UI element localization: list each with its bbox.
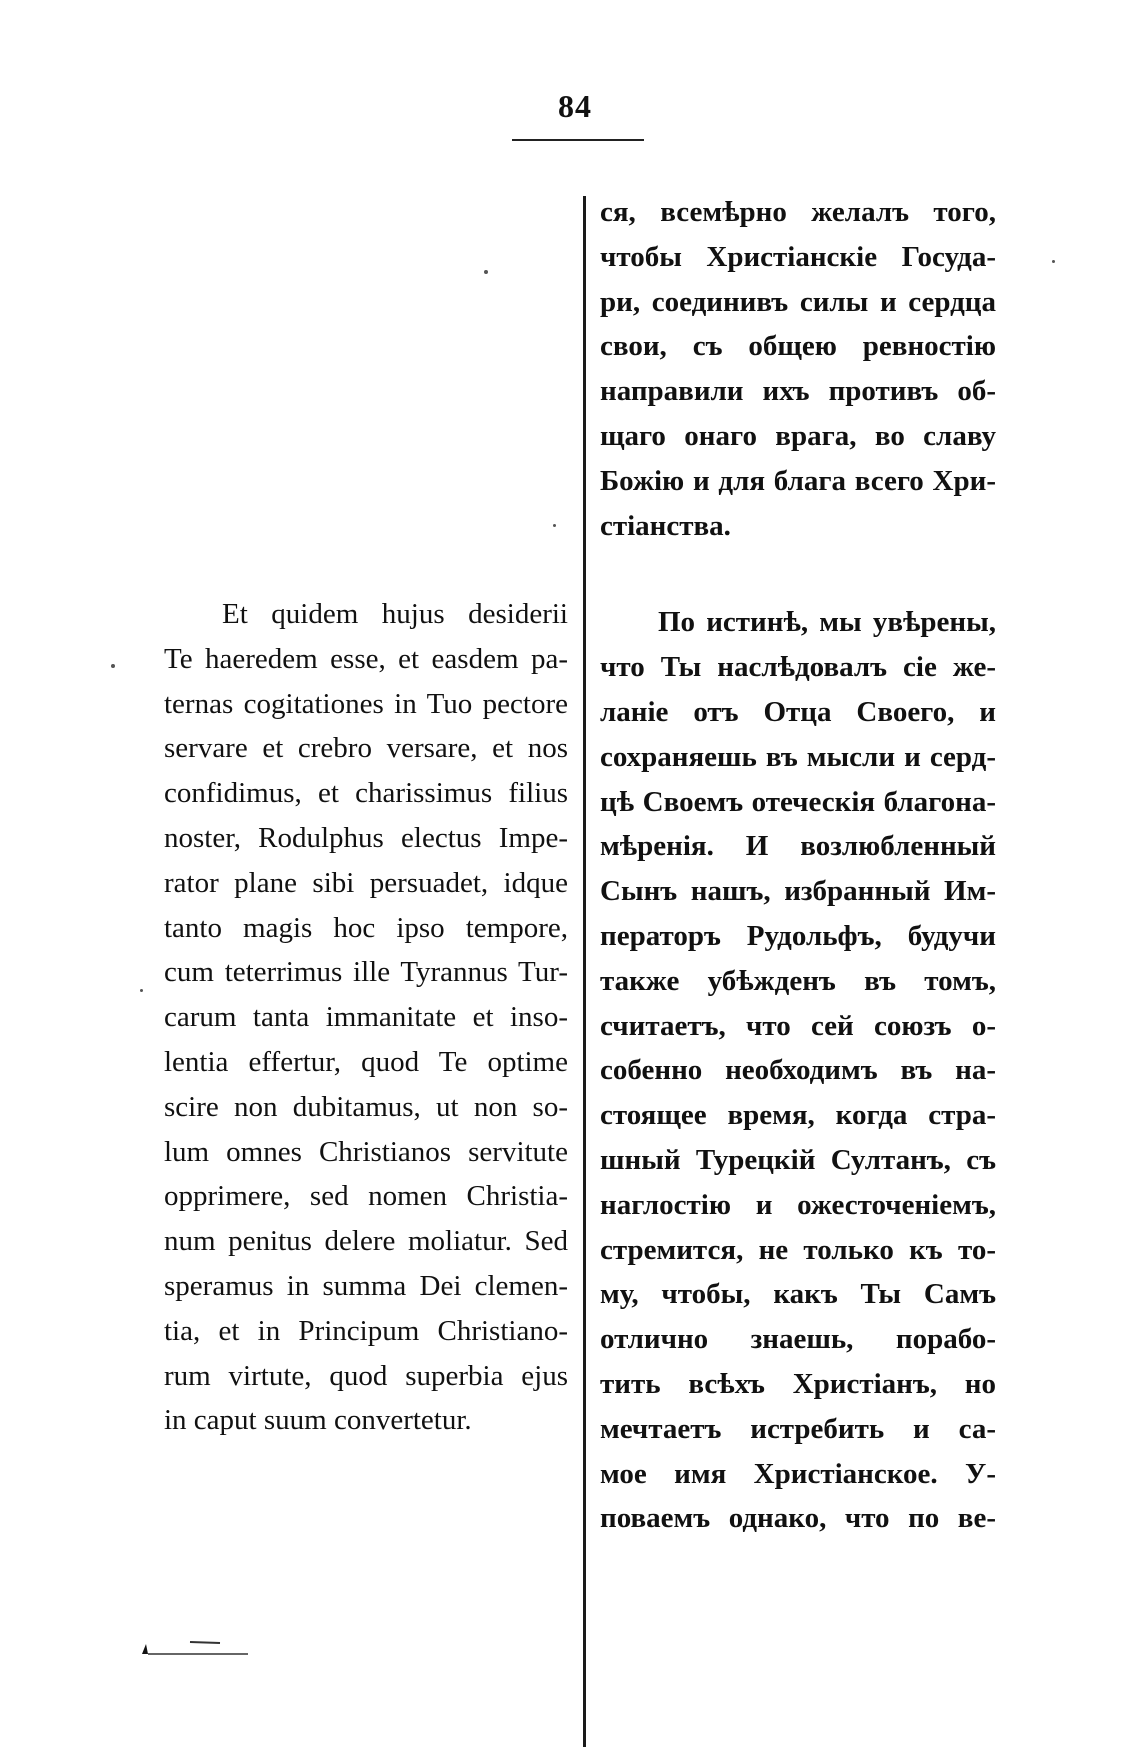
russian-line: Сынъ нашъ, избранный Им- xyxy=(600,875,996,908)
russian-line: стіанства. xyxy=(600,509,731,542)
latin-line: lum omnes Christianos servitute xyxy=(164,1135,568,1168)
russian-line: наглостію и ожесточеніемъ, xyxy=(600,1188,996,1221)
russian-line: свои, съ общею ревностію xyxy=(600,330,996,363)
latin-line: tia, et in Principum Christiano- xyxy=(164,1314,568,1347)
russian-line: му, чтобы, какъ Ты Самъ xyxy=(600,1278,996,1311)
printer-mark xyxy=(140,1640,250,1656)
russian-line: также убѣжденъ въ томъ, xyxy=(600,964,996,997)
russian-line: сохраняешь въ мысли и серд- xyxy=(600,740,996,773)
latin-line: cum teterrimus ille Tyrannus Tur- xyxy=(164,956,568,989)
russian-line: направили ихъ противъ об- xyxy=(600,375,996,408)
russian-line: ся, всемѣрно желалъ того, xyxy=(600,196,996,228)
russian-line: тить всѣхъ Христіанъ, но xyxy=(600,1367,996,1400)
russian-line: ланіе отъ Отца Своего, и xyxy=(600,695,996,728)
latin-line: tanto magis hoc ipso tempore, xyxy=(164,911,568,944)
russian-column xyxy=(600,190,996,1541)
russian-line: щаго онаго врага, во славу xyxy=(600,419,996,452)
latin-line: rum virtute, quod superbia ejus xyxy=(164,1359,568,1392)
latin-line: in caput suum convertetur. xyxy=(164,1404,472,1437)
russian-line: мое имя Христіанское. У- xyxy=(600,1457,996,1490)
latin-line: noster, Rodulphus electus Impe- xyxy=(164,821,568,854)
russian-line: собенно необходимъ въ на- xyxy=(600,1054,996,1087)
latin-line: confidimus, et charissimus filius xyxy=(164,777,568,810)
latin-line: Te haeredem esse, et easdem pa- xyxy=(164,642,568,675)
latin-line: rator plane sibi persuadet, idque xyxy=(164,866,568,899)
scan-speck xyxy=(111,664,115,668)
russian-line: чтобы Христіанскіе Госуда- xyxy=(600,240,996,273)
paragraph-gap xyxy=(600,548,996,600)
latin-line: lentia effertur, quod Te optime xyxy=(164,1045,568,1078)
russian-line: мечтаетъ истребить и са- xyxy=(600,1412,996,1445)
russian-line: поваемъ однако, что по ве- xyxy=(600,1502,996,1535)
latin-line: Et quidem hujus desiderii xyxy=(222,598,568,630)
scan-speck xyxy=(553,524,556,527)
russian-line: стоящее время, когда стра- xyxy=(600,1099,996,1132)
latin-line: ternas cogitationes in Tuo pectore xyxy=(164,687,568,720)
russian-line: что Ты наслѣдовалъ сіе же- xyxy=(600,651,996,684)
latin-line: opprimere, sed nomen Christia- xyxy=(164,1180,568,1213)
russian-line: цѣ Своемъ отеческія благона- xyxy=(600,785,996,818)
latin-column xyxy=(164,592,568,1443)
page-number: 84 xyxy=(558,88,592,124)
latin-line: speramus in summa Dei clemen- xyxy=(164,1269,568,1302)
latin-line: servare et crebro versare, et nos xyxy=(164,732,568,765)
russian-line: шный Турецкій Султанъ, съ xyxy=(600,1143,996,1176)
russian-line: По истинѣ, мы увѣрены, xyxy=(658,606,996,639)
russian-line: Божію и для блага всего Хри- xyxy=(600,464,996,497)
column-divider xyxy=(583,196,586,1747)
russian-line: стремится, не только къ то- xyxy=(600,1233,996,1266)
scan-speck xyxy=(140,989,143,992)
latin-line: scire non dubitamus, ut non so- xyxy=(164,1090,568,1123)
russian-line: отлично знаешь, порабо- xyxy=(600,1323,996,1356)
header-rule xyxy=(512,139,644,141)
russian-line: ри, соединивъ силы и сердца xyxy=(600,285,996,318)
russian-line: считаетъ, что сей союзъ о- xyxy=(600,1009,996,1042)
latin-line: carum tanta immanitate et inso- xyxy=(164,1001,568,1034)
latin-line: num penitus delere moliatur. Sed xyxy=(164,1225,568,1258)
scan-speck xyxy=(1052,260,1055,263)
russian-line: мѣренія. И возлюбленный xyxy=(600,830,996,863)
scan-speck xyxy=(484,270,488,274)
russian-line: ператоръ Рудольфъ, будучи xyxy=(600,919,996,952)
